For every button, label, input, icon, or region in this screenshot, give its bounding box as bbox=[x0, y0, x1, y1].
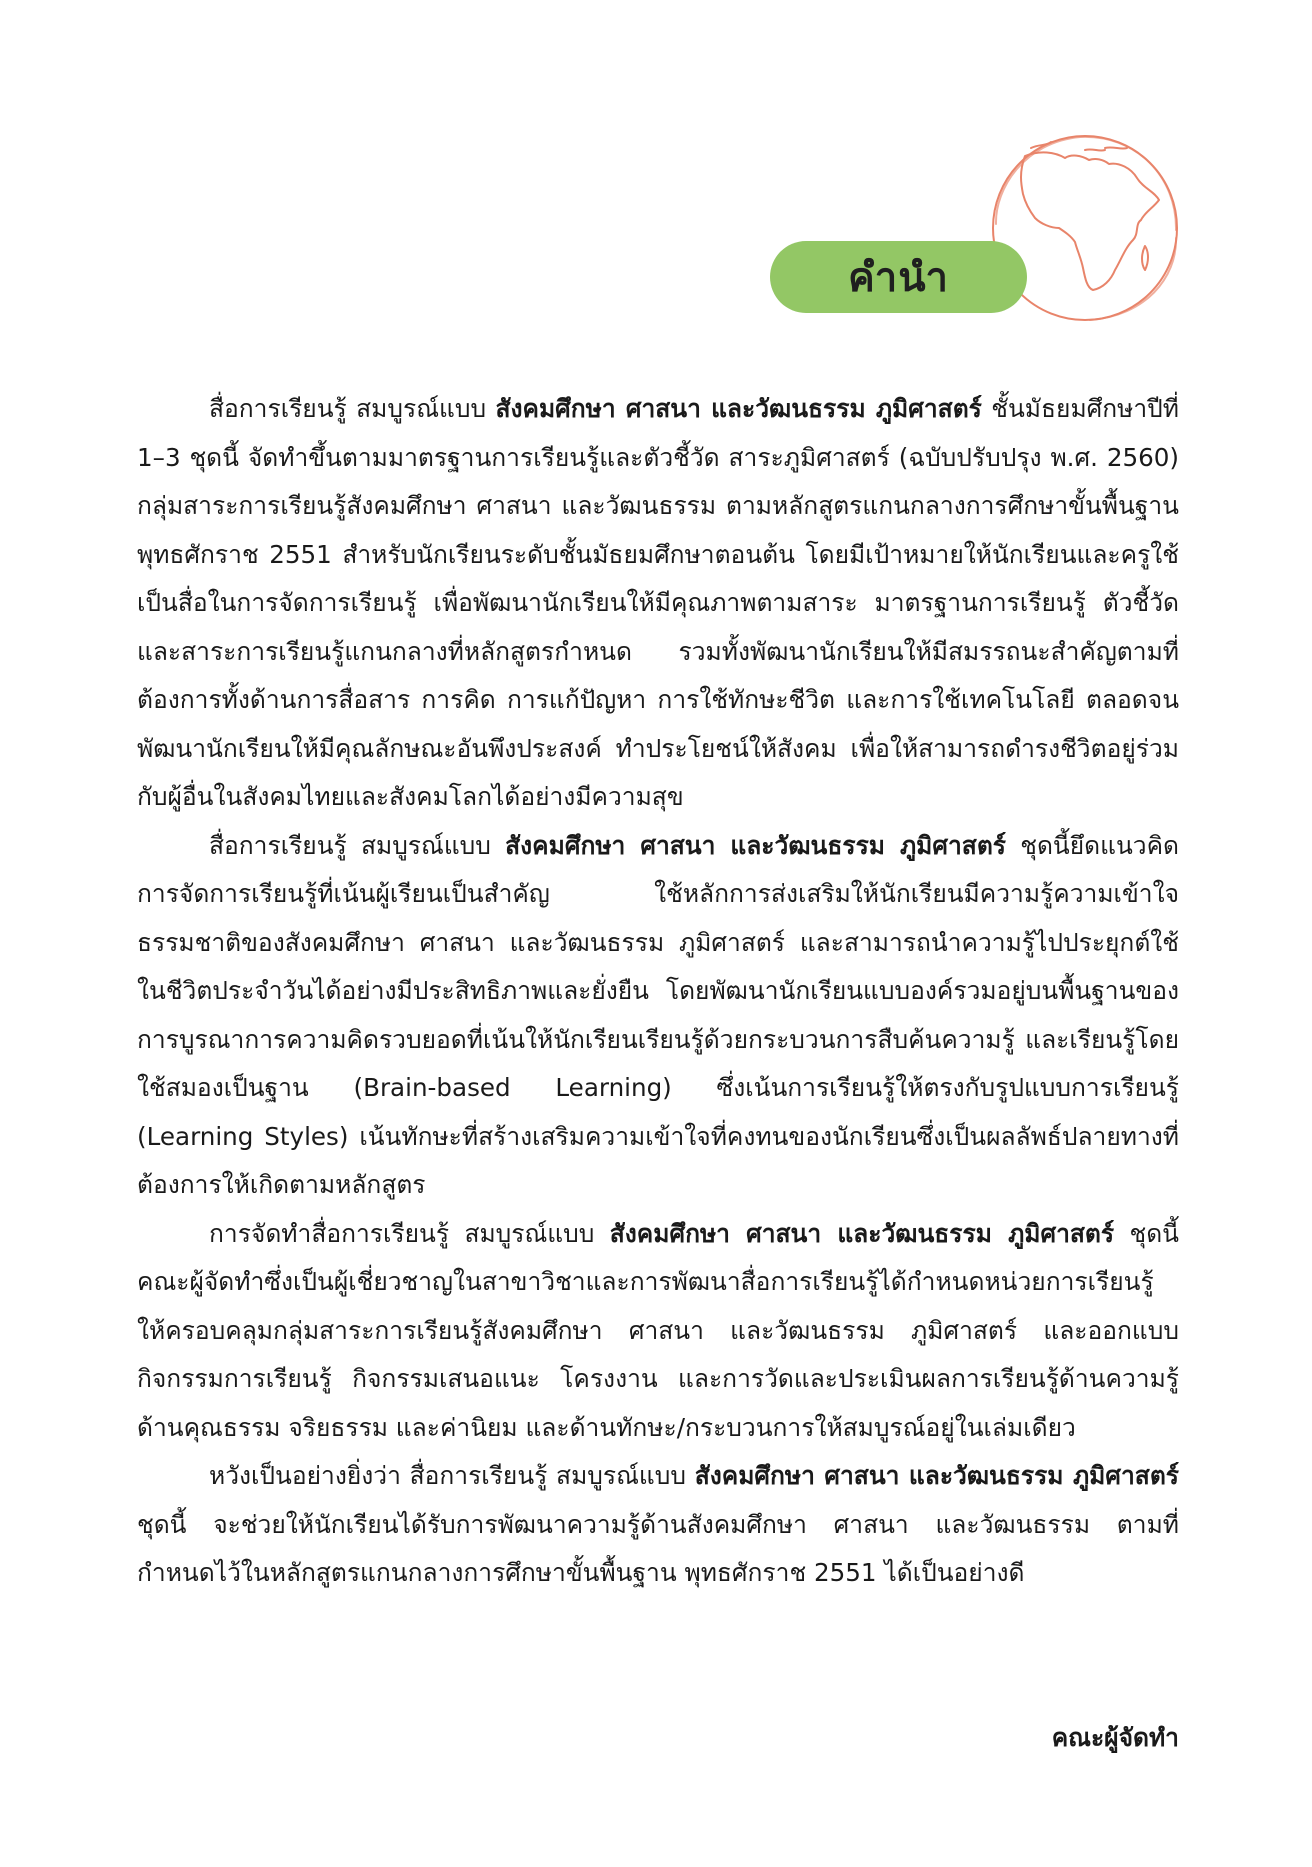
paragraph-text: ชุดนี้ยึดแนวคิดการจัดการเรียนรู้ที่เน้นผู้เรียนเป็นสำคัญ ใช้หลักการส่งเสริมให้นักเรียนมีความรู้ความเข้าใจธรรมชาติของสังคมศึกษา ศาสนา และวัฒนธรรม ภูมิศาสตร์ และสามารถนำความรู้ไปประยุกต์ใช้ในชีวิตประจำวันได้อย่างมีประสิทธิภาพและยั่งยืน โดยพัฒนานักเรียนแบบองค์รวมอยู่บนพื้นฐานของการบูรณาการความคิดรวบยอดที่เน้นให้นักเรียนเรียนรู้ด้วยกระบวนการสืบค้นความรู้ และเรียนรู้โดยใช้สมองเป็นฐาน (Brain-based Learning) ซึ่งเน้นการเรียนรู้ให้ตรงกับรูปแบบการเรียนรู้ (Learning Styles) เน้นทักษะที่สร้างเสริมความเข้าใจที่คงทนของนักเรียนซึ่งเป็นผลลัพธ์ปลายทางที่ต้องการให้เกิดตามหลักสูตร bbox=[137, 830, 1180, 1199]
paragraph-bold-text: สังคมศึกษา ศาสนา และวัฒนธรรม ภูมิศาสตร์ bbox=[609, 1218, 1115, 1248]
page-title: คำนำ bbox=[847, 255, 950, 301]
paragraph-1 bbox=[137, 385, 1179, 822]
paragraph-2 bbox=[137, 822, 1179, 1210]
paragraph-4 bbox=[137, 1452, 1179, 1598]
paragraph-text: ชุดนี้ จะช่วยให้นักเรียนได้รับการพัฒนาความรู้ด้านสังคมศึกษา ศาสนา และวัฒนธรรม ตามที่กำหนดไว้ในหลักสูตรแกนกลางการศึกษาขั้นพื้นฐาน พุทธศักราช 2551 ได้เป็นอย่างดี bbox=[137, 1509, 1179, 1587]
paragraph-bold-text: สังคมศึกษา ศาสนา และวัฒนธรรม ภูมิศาสตร์ bbox=[694, 1461, 1179, 1490]
paragraph-bold-text: สังคมศึกษา ศาสนา และวัฒนธรรม ภูมิศาสตร์ bbox=[505, 830, 1007, 860]
paragraph-bold-text: สังคมศึกษา ศาสนา และวัฒนธรรม ภูมิศาสตร์ bbox=[495, 394, 982, 423]
title-banner bbox=[770, 241, 1027, 313]
paragraph-3 bbox=[137, 1210, 1179, 1453]
paragraph-text: ชั้นมัธยมศึกษาปีที่ 1–3 ชุดนี้ จัดทำขึ้นตามมาตรฐานการเรียนรู้และตัวชี้วัด สาระภูมิศาสตร์ (ฉบับปรับปรุง พ.ศ. 2560) กลุ่มสาระการเรียนรู้สังคมศึกษา ศาสนา และวัฒนธรรม ตามหลักสูตรแกนกลางการศึกษาขั้นพื้นฐาน พุทธศักราช 2551 สำหรับนักเรียนระดับชั้นมัธยมศึกษาตอนต้น โดยมีเป้าหมายให้นักเรียนและครูใช้เป็นสื่อในการจัดการเรียนรู้ เพื่อพัฒนานักเรียนให้มีคุณภาพตามสาระ มาตรฐานการเรียนรู้ ตัวชี้วัด และสาระการเรียนรู้แกนกลางที่หลักสูตรกำหนด รวมทั้งพัฒนานักเรียนให้มีสมรรถนะสำคัญตามที่ต้องการทั้งด้านการสื่อสาร การคิด การแก้ปัญหา การใช้ทักษะชีวิต และการใช้เทคโนโลยี ตลอดจนพัฒนานักเรียนให้มีคุณลักษณะอันพึงประสงค์ ทำประโยชน์ให้สังคม เพื่อให้สามารถดำรงชีวิตอยู่ร่วมกับผู้อื่นในสังคมไทยและสังคมโลกได้อย่างมีความสุข bbox=[137, 394, 1179, 811]
preface-body bbox=[137, 385, 1179, 1598]
paragraph-text: ชุดนี้ คณะผู้จัดทำซึ่งเป็นผู้เชี่ยวชาญในสาขาวิชาและการพัฒนาสื่อการเรียนรู้ได้กำหนดหน่วยการเรียนรู้ให้ครอบคลุมกลุ่มสาระการเรียนรู้สังคมศึกษา ศาสนา และวัฒนธรรม ภูมิศาสตร์ และออกแบบกิจกรรมการเรียนรู้ กิจกรรมเสนอแนะ โครงงาน และการวัดและประเมินผลการเรียนรู้ด้านความรู้ ด้านคุณธรรม จริยธรรม และค่านิยม และด้านทักษะ/กระบวนการให้สมบูรณ์อยู่ในเล่มเดียว bbox=[137, 1218, 1179, 1442]
signature: คณะผู้จัดทำ bbox=[1051, 1723, 1179, 1752]
paragraph-text: สื่อการเรียนรู้ สมบูรณ์แบบ bbox=[209, 830, 506, 860]
paragraph-text: สื่อการเรียนรู้ สมบูรณ์แบบ bbox=[209, 394, 496, 423]
paragraph-text: การจัดทำสื่อการเรียนรู้ สมบูรณ์แบบ bbox=[209, 1218, 610, 1248]
paragraph-text: หวังเป็นอย่างยิ่งว่า สื่อการเรียนรู้ สมบูรณ์แบบ bbox=[209, 1461, 695, 1490]
